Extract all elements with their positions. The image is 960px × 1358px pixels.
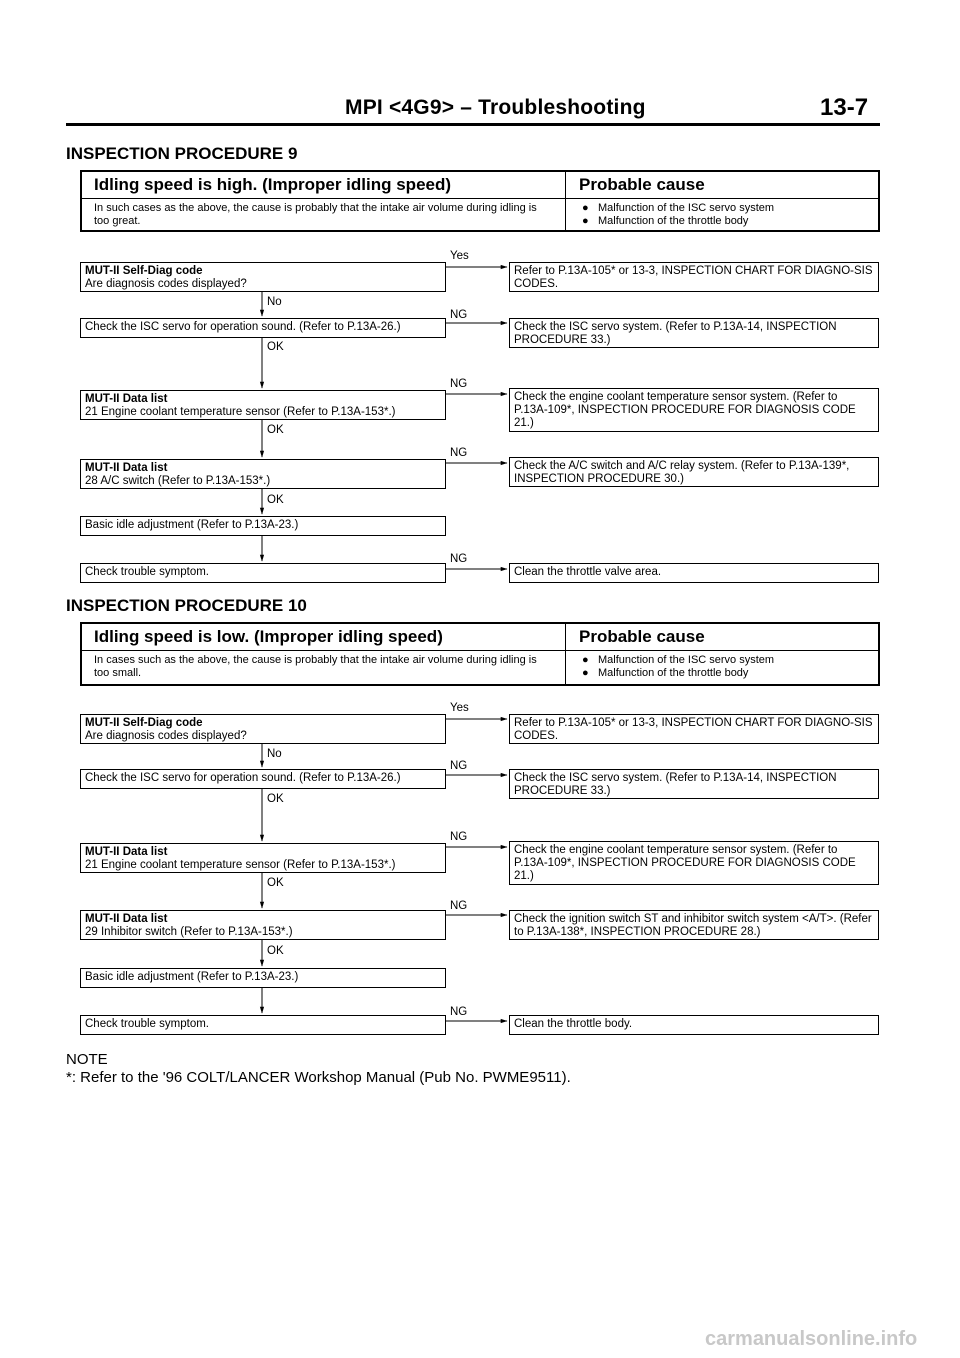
down-label: OK [267, 945, 284, 957]
note-text: *: Refer to the '96 COLT/LANCER Workshop Manual (Pub No. PWME9511). [66, 1069, 571, 1086]
branch-label: NG [450, 900, 468, 912]
procedure-9-step-2: Check the ISC servo for operation sound. (Refer to P.13A-26.) [80, 318, 446, 338]
procedure-10-step-4: MUT-II Data list 29 Inhibitor switch (Refer to P.13A-153*.) [80, 910, 446, 940]
branch-label: Yes [450, 702, 469, 714]
procedure-10-symptom: Idling speed is low. (Improper idling speed) [94, 627, 443, 646]
procedure-10-result-2: Check the ISC servo system. (Refer to P.13A-14, INSPECTION PROCEDURE 33.) [509, 769, 879, 799]
cause-item: ● Malfunction of the ISC servo system [582, 202, 775, 214]
procedure-10-step-1: MUT-II Self-Diag code Are diagnosis codes displayed? [80, 714, 446, 744]
down-label: OK [267, 494, 284, 506]
procedure-10-description: In cases such as the above, the cause is probably that the intake air volume during idling is too small. [94, 654, 537, 679]
procedure-9-step-3: MUT-II Data list 21 Engine coolant temperature sensor (Refer to P.13A-153*.) [80, 390, 446, 420]
down-label: OK [267, 793, 284, 805]
procedure-9-step-6: Check trouble symptom. [80, 563, 446, 583]
down-label: OK [267, 877, 284, 889]
procedure-9-step-4: MUT-II Data list 28 A/C switch (Refer to P.13A-153*.) [80, 459, 446, 489]
cause-item: ● Malfunction of the throttle body [582, 667, 749, 679]
procedure-10-step-2: Check the ISC servo for operation sound. (Refer to P.13A-26.) [80, 769, 446, 789]
procedure-9-symptom: Idling speed is high. (Improper idling speed) [94, 175, 452, 194]
procedure-10-result-5: Clean the throttle body. [509, 1015, 879, 1035]
procedure-9-step-1: MUT-II Self-Diag code Are diagnosis codes displayed? [80, 262, 446, 292]
procedure-9-result-2: Check the ISC servo system. (Refer to P.13A-14, INSPECTION PROCEDURE 33.) [509, 318, 879, 348]
procedure-10-step-3: MUT-II Data list 21 Engine coolant temperature sensor (Refer to P.13A-153*.) [80, 843, 446, 873]
procedure-9-result-5: Clean the throttle valve area. [509, 563, 879, 583]
procedure-9-result-1: Refer to P.13A-105* or 13-3, INSPECTION CHART FOR DIAGNO-SIS CODES. [509, 262, 879, 292]
branch-label: NG [450, 1006, 468, 1018]
procedure-10-step-5: Basic idle adjustment (Refer to P.13A-23.) [80, 968, 446, 988]
down-label: No [267, 296, 282, 308]
page-number: 13-7 [820, 94, 869, 121]
procedure-9-title: INSPECTION PROCEDURE 9 [66, 144, 298, 163]
procedure-9-description: In such cases as the above, the cause is probably that the intake air volume during idling is too great. [94, 202, 537, 227]
branch-label: Yes [450, 250, 469, 262]
procedure-10-result-1: Refer to P.13A-105* or 13-3, INSPECTION CHART FOR DIAGNO-SIS CODES. [509, 714, 879, 744]
note-title: NOTE [66, 1051, 108, 1068]
procedure-10-result-4: Check the ignition switch ST and inhibitor switch system <A/T>. (Refer to P.13A-138*, INSPECTION PROCEDURE 28.) [509, 910, 879, 940]
procedure-9-result-3: Check the engine coolant temperature sensor system. (Refer to P.13A-109*, INSPECTION PROCEDURE FOR DIAGNOSIS CODE 21.) [509, 388, 879, 432]
branch-label: NG [450, 309, 468, 321]
page-header-title: MPI <4G9> – Troubleshooting [345, 96, 646, 119]
procedure-9-step-5: Basic idle adjustment (Refer to P.13A-23.) [80, 516, 446, 536]
watermark: carmanualsonline.info [705, 1328, 918, 1350]
procedure-10-title: INSPECTION PROCEDURE 10 [66, 596, 307, 615]
procedure-10-cause-header: Probable cause [579, 627, 705, 646]
cause-item: ● Malfunction of the throttle body [582, 215, 749, 227]
branch-label: NG [450, 831, 468, 843]
down-label: OK [267, 424, 284, 436]
down-label: No [267, 748, 282, 760]
cause-item: ● Malfunction of the ISC servo system [582, 654, 775, 666]
branch-label: NG [450, 447, 468, 459]
procedure-10-result-3: Check the engine coolant temperature sensor system. (Refer to P.13A-109*, INSPECTION PROCEDURE FOR DIAGNOSIS CODE 21.) [509, 841, 879, 885]
procedure-9-cause-header: Probable cause [579, 175, 705, 194]
branch-label: NG [450, 553, 468, 565]
down-label: OK [267, 341, 284, 353]
procedure-10-step-6: Check trouble symptom. [80, 1015, 446, 1035]
branch-label: NG [450, 378, 468, 390]
branch-label: NG [450, 760, 468, 772]
procedure-9-result-4: Check the A/C switch and A/C relay system. (Refer to P.13A-139*, INSPECTION PROCEDURE 30.) [509, 457, 879, 487]
